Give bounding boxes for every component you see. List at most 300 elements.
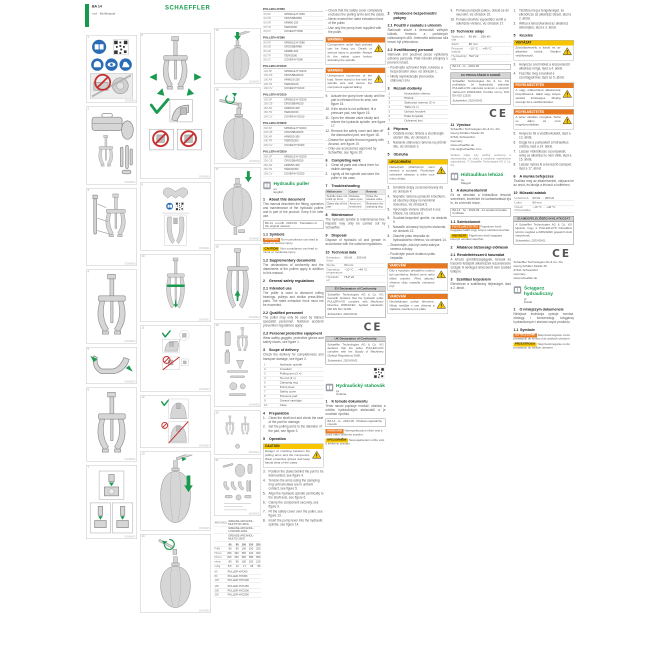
numbered-step	[263, 501, 324, 509]
table-cell: GREASE-ARCANOL-LOAD400-400G	[228, 527, 261, 534]
table-cell: PULLER-HYD100	[227, 579, 261, 583]
order-cell: ARM80-200	[284, 49, 324, 53]
figure-watermark: 000A86DF	[124, 535, 136, 538]
table-cell: 120	[254, 560, 261, 564]
coverRod-illustration	[143, 537, 209, 610]
section-number: 1	[513, 306, 516, 312]
figure-watermark: 000A86E6	[198, 609, 210, 612]
caution-box	[263, 443, 324, 467]
order-cell: SPINDLE-HYD200	[284, 126, 324, 130]
section-title: Kezelés	[519, 32, 533, 38]
figure-twoPullers	[214, 411, 261, 455]
numbered-step	[326, 94, 386, 106]
order-cell: 80.TR	[263, 54, 284, 58]
manual-book-icon	[263, 181, 271, 189]
figure-number: 12	[141, 396, 145, 399]
figure-number: 9	[141, 183, 144, 187]
figure-watermark: 000A86ED	[248, 512, 260, 515]
signal-word-text: Nieprzestrzeganie może prowadzić do śmierci lub ciężkich obrażeń.	[513, 333, 571, 341]
table-cell: 80 mm	[532, 201, 574, 206]
table-cell: 5	[388, 110, 404, 115]
address-line: Georg-Schäfer-Straße 30	[513, 265, 547, 269]
declaration-title: UK Declaration of Conformity	[326, 336, 385, 342]
step-number: 2.	[513, 21, 517, 26]
table-cell: 2	[263, 367, 279, 372]
order-cell: 60.AR	[263, 21, 284, 25]
figure-watermark: 000A86E5	[198, 527, 210, 530]
coverArrow-illustration	[217, 31, 259, 81]
section-number: 2	[263, 278, 265, 284]
warning-triangle-icon	[563, 47, 573, 56]
data-table	[326, 256, 386, 283]
step-text: Pomalu otevřete vypouštěcí ventil a odlehčete vřeteno, viz obrázek 17.	[456, 17, 506, 26]
table-cell: Arms not tensioned	[349, 202, 366, 210]
figure-number: 21	[215, 459, 219, 462]
order-cell: 60.CV	[263, 29, 284, 33]
warning-triangle-icon	[312, 450, 322, 459]
data-matrix-mark	[327, 367, 385, 378]
order-cell: 150.TR	[263, 111, 284, 115]
figure-watermark: 000A86E7	[248, 80, 260, 83]
step-text: Align the hydraulic spindle centrically to the shaft axis, see figure 6.	[268, 492, 324, 500]
declaration-of-conformity-box	[514, 216, 575, 245]
section-title: Obsluha	[393, 152, 408, 157]
hazard-text: Nebezpečí přiskřípnutí mezi rameny a součástí. Používejte ochranné rukavice a držte ruce mimo drápy.	[389, 165, 435, 181]
manual-book-icon	[514, 286, 522, 294]
hazard-text: Díly s vysokým předpětím mohou být vymrštěny. Možné úmrtí nebo těžké zranění. Před aktivací vřetena vždy nasaďte ochranný kryt.	[389, 269, 435, 289]
section-number: 1.2	[263, 257, 268, 263]
signal-word-header: FIGYELMEZTETÉS	[514, 110, 574, 115]
table-cell: 8,5	[225, 564, 232, 568]
order-cell: TIEROD80	[284, 54, 324, 58]
order-cell: ARM60-150	[284, 21, 324, 25]
bullet-item	[326, 9, 386, 17]
bullet-text: Only use accessories approved by Schaeffler, see figure 20.	[328, 147, 377, 155]
warning-triangle-icon	[437, 301, 447, 310]
product-title: Hydraulic puller	[273, 180, 310, 187]
section-number: 3	[263, 347, 265, 353]
table-cell: 60	[214, 570, 227, 574]
table-cell: Pump lever	[279, 385, 324, 390]
figure-watermark: 000A86DD	[124, 380, 136, 383]
step-number: 4.	[263, 479, 266, 483]
table-cell: 200	[225, 556, 232, 560]
section-title: Supplementary documents	[269, 257, 316, 263]
table-cell: PULLER-HYD200	[227, 589, 261, 593]
figure-watermark: 000A86D9	[124, 99, 136, 102]
column-header: 100	[239, 543, 246, 547]
section-title: Disposal	[331, 233, 347, 238]
warning-box	[388, 263, 449, 291]
signal-word-text: Nieprzestrzeganie może prowadzić do lekkich obrażeń.	[513, 342, 570, 350]
manual-book-icon	[451, 172, 459, 180]
section-heading	[514, 307, 575, 312]
section-heading	[326, 213, 386, 218]
column-header: 150	[247, 543, 254, 547]
warning-box	[388, 294, 449, 314]
bullet-item	[388, 252, 449, 260]
order-cell: 150.CB	[263, 102, 284, 106]
rodInsert-illustration	[215, 88, 259, 161]
section-title: Výrobce	[456, 122, 471, 128]
table-cell: −10 °C … +40 °C	[343, 268, 385, 276]
section-heading	[388, 11, 449, 20]
checkCircle-illustration	[141, 326, 209, 389]
language-section-header	[326, 383, 386, 396]
numbered-step	[514, 141, 575, 149]
bullet-dash: –	[387, 74, 390, 79]
section-title: Technical data	[331, 249, 357, 255]
step-text: Tension the arms using the clamping ring until all claws are in uniform contact, see figure 5.	[268, 479, 320, 491]
declaration-title: EU PROHLÁŠENÍ O SHODĚ	[451, 73, 511, 79]
section-title: O niniejszym dokumencie	[519, 306, 564, 312]
signal-word-header: VIGYÁZAT	[514, 40, 574, 45]
step-number: 1.	[263, 416, 266, 420]
section-number: 1	[450, 188, 453, 193]
svg-text:!: !	[315, 453, 318, 459]
step-number: 8.	[387, 234, 391, 239]
section-heading	[388, 48, 449, 53]
numbered-step	[263, 425, 324, 433]
section-number: 3	[450, 277, 453, 282]
step-text: Set the pulling arms to the diameter of the part, see figure 3.	[268, 425, 322, 433]
table-cell: Tie rod (3 ×)	[279, 376, 324, 381]
numbered-step	[263, 519, 324, 527]
step-text: Remove the safety cover and take off the dismounted part, see figure 18.	[331, 129, 384, 137]
column-header: Remedy	[365, 190, 385, 195]
address-line: Germany	[450, 140, 463, 144]
table-cell: Retension the clamping ring	[365, 202, 385, 210]
signal-word-definition	[514, 333, 575, 341]
section-title: Personal protective equipment	[269, 331, 323, 336]
svg-text:!: !	[566, 119, 569, 125]
data-table	[214, 585, 261, 598]
order-cell: 100.AR	[263, 78, 284, 82]
signal-word-definition	[514, 342, 575, 350]
signal-word-definition	[326, 438, 386, 446]
paragraph: The hydraulic spindle is maintenance-free. Repairs may only be carried out by Schaeffler.	[325, 218, 386, 230]
section-title: Szimbólumok	[457, 219, 481, 224]
table-cell: Stahovací rameno (3 ×)	[403, 101, 448, 106]
language-name: English	[273, 191, 284, 195]
table-cell: Safety cover	[279, 390, 324, 395]
step-number: 2.	[263, 425, 266, 429]
figure-watermark: 000A86E4	[198, 444, 210, 447]
bullet-dash: –	[387, 243, 390, 248]
table-cell: 6	[388, 114, 404, 119]
bullet-text: Nikdy nepřekračujte jmenovitou stahovací sílu.	[390, 74, 435, 83]
section-number: 5	[263, 436, 265, 441]
section-number: 2.1	[387, 23, 393, 28]
figure-number: 1	[87, 36, 90, 39]
order-cell: 200.CB	[263, 130, 284, 134]
step-text: Állítsa a lehúzókarokat az alkatrész átmérőjére, lásd a 3. ábrát.	[519, 21, 569, 30]
section-title: Műszaki adatok	[519, 190, 547, 196]
declaration-signature: Schweinfurt, 2023-09-01	[327, 359, 358, 363]
section-heading	[263, 286, 324, 291]
table-cell: D/mm	[214, 556, 225, 560]
section-heading	[451, 277, 512, 282]
table-cell: Pressure pad	[279, 394, 324, 399]
signal-word-header: VAROVÁNÍ	[388, 263, 448, 268]
address-line: Germany	[513, 273, 526, 277]
section-number: 1.1	[450, 219, 456, 224]
figure-pullerArrow	[214, 245, 261, 320]
step-number: 8.	[513, 163, 517, 167]
figure-coverRod	[140, 534, 211, 613]
column-header: 80	[232, 543, 239, 547]
table-cell: 250	[225, 551, 232, 555]
table-row	[214, 579, 261, 583]
figure-watermark: 000A86DB	[124, 262, 136, 265]
section-title: Maintenance	[331, 212, 354, 218]
data-table	[388, 92, 449, 124]
order-group-header: PULLER-HYD150	[263, 93, 324, 97]
table-cell: Stahovací síla	[451, 35, 468, 42]
order-cell: CROSSBAR100	[284, 74, 324, 78]
step-number: 1.	[387, 132, 391, 136]
section-number: 2	[450, 244, 453, 250]
warning-box	[326, 68, 386, 92]
table-cell: 320	[232, 551, 239, 555]
ce-mark: CE	[363, 320, 383, 333]
table-cell: Příčník	[403, 96, 448, 101]
order-cell: SPINDLE-HYD60	[284, 13, 324, 17]
section-title: Symbols	[269, 232, 285, 237]
language-code: en	[273, 188, 277, 192]
figure-number: 2	[87, 107, 90, 111]
order-cell: CROSSBAR200	[284, 130, 324, 134]
step-number: 5.	[387, 207, 391, 212]
numbered-step	[388, 186, 449, 194]
paragraph: Dispose of hydraulic oil and grease in accordance with the national regulations.	[325, 238, 386, 247]
figure-clamp	[140, 183, 211, 251]
table-cell: Spindle does not build up force	[326, 195, 347, 202]
numbered-step	[388, 132, 449, 140]
pullerCylGrease-illustration	[217, 326, 259, 404]
table-cell: Case	[279, 403, 324, 408]
svg-text:!: !	[566, 50, 569, 56]
table-cell: Zdvih	[451, 42, 468, 47]
step-number: 6.	[263, 500, 266, 505]
figure-claws	[86, 347, 137, 384]
signal-word-header: WARNING	[326, 68, 385, 73]
table-cell: 250	[214, 593, 227, 597]
step-number: 6.	[387, 216, 391, 221]
signal-word-header: VAROVÁNÍ	[388, 294, 448, 299]
paragraph: Wear safety goggles, protective gloves and safety shoes, see figure 1.	[263, 336, 324, 345]
section-title: Qualified personnel	[269, 310, 304, 316]
table-cell: 9	[263, 399, 279, 404]
figure-number: 14	[141, 535, 145, 538]
order-group-header: PULLER-HYD60	[263, 8, 324, 12]
signal-word-definition	[326, 429, 386, 437]
order-cell: 100.CB	[263, 74, 284, 78]
section-number: 1	[263, 197, 265, 202]
bullet-dash: –	[325, 26, 328, 30]
step-number: 3.	[513, 62, 517, 67]
brand-logo: SCHAEFFLER	[165, 4, 211, 11]
step-number: 4.	[513, 71, 517, 76]
order-table	[263, 126, 324, 147]
order-cell: TIEROD60	[284, 25, 324, 29]
figure-number: 3	[87, 189, 90, 192]
table-cell: Provozní teplota	[451, 47, 468, 55]
table-cell: 380	[247, 556, 254, 560]
figure-puller	[86, 270, 137, 344]
table-row	[214, 564, 261, 568]
declaration-text: Schaeffler Technologies AG & Co. KG herewith declares that the hydraulic puller PULLER-HYD complies with Machinery Directive 2006/42/EC. Applied standards: DIN EN ISO 12100.	[327, 293, 384, 311]
order-cell: ARM150-300	[284, 106, 324, 110]
figure-watermark: 000A86DA	[124, 181, 136, 184]
table-row	[451, 47, 512, 55]
address-line: Georg-Schäfer-Straße 30	[450, 132, 484, 136]
table-cell: Hydraulic spindle	[279, 363, 324, 367]
order-cell: 60.TR	[263, 25, 284, 29]
table-cell: 4	[263, 376, 279, 381]
table-cell: Táhlo (3 ×)	[403, 105, 448, 110]
figure-number: 18	[215, 245, 219, 249]
step-text: Zasuňte páku čerpadla do hydraulického vřetena, viz obrázek 14.	[393, 234, 447, 243]
table-cell: 200	[214, 589, 227, 593]
bullet-item	[326, 18, 386, 26]
step-number: 10.	[325, 107, 330, 111]
numbered-step	[514, 132, 575, 140]
table-cell: 100	[239, 560, 246, 564]
warning-triangle-icon	[437, 166, 447, 175]
doc-id-bar	[85, 4, 89, 27]
table-cell: 250	[254, 547, 261, 551]
figure-watermark: 000A86E2	[198, 318, 210, 321]
manual-book-icon	[326, 383, 334, 391]
figure-number: 7	[87, 466, 90, 469]
hazard-text: Zúzódásveszély a karok és az alkatrész között. Viseljen védőkesztyűt.	[515, 46, 561, 58]
figure-number: 5	[87, 348, 90, 351]
pictos-illustration	[89, 38, 135, 100]
order-group-header: PULLER-HYD250	[263, 150, 324, 154]
address-line: Schaeffler Technologies AG & Co. KG	[513, 261, 563, 265]
numbered-step	[326, 164, 386, 172]
hazard-text: A teher váratlan mozgása. Soha ne álljon az orsó tengelyvonalában.	[515, 115, 561, 127]
language-section-header	[451, 172, 512, 185]
svg-text:!: !	[440, 169, 443, 175]
order-cell: 200.SP	[263, 126, 284, 130]
svg-text:!: !	[440, 303, 443, 310]
text-column-en-2	[326, 8, 386, 645]
twoPullers-illustration	[215, 411, 259, 452]
order-cell: 80.SP	[263, 41, 284, 45]
table-row	[451, 54, 512, 62]
declaration-text: Schaeffler Technologies AG & Co. KG prohlašuje, že hydraulický stahovák PULLER-HYD odpovídá směrnici o strojních zařízeních 2006/42/ES. Použité normy: DIN EN ISO 12100.	[452, 79, 509, 98]
table-cell: 28	[247, 564, 254, 568]
bullet-text: Používejte ochranné brýle, rukavice a bezpečnostní obuv, viz obrázek 1.	[390, 66, 443, 74]
product-title: Hidraulikus lehúzó	[461, 171, 504, 178]
section-heading	[326, 158, 386, 163]
table-row	[388, 119, 449, 124]
section-number: 7	[325, 183, 328, 189]
step-number: 7.	[387, 225, 391, 230]
numbered-step	[263, 416, 324, 424]
order-cell: CROSSBAR150	[284, 102, 324, 106]
coverArrows-illustration	[141, 452, 209, 528]
section-heading	[388, 86, 449, 91]
order-cell: COVER-HYD200	[284, 143, 324, 147]
bullet-text: Never exceed the rated extraction force of the puller.	[328, 17, 384, 26]
paragraph: Ellenőrizze a szállítmány teljességét, lásd a 2. ábrát.	[450, 282, 511, 291]
table-cell	[214, 534, 228, 541]
section-heading	[326, 184, 386, 189]
table-cell: 100	[247, 560, 254, 564]
numbered-step	[326, 116, 386, 128]
section-heading	[326, 233, 386, 238]
order-row	[263, 29, 324, 33]
step-text: Vyrovnejte vřeteno středově k ose hřídele, viz obrázek 6.	[393, 207, 441, 216]
declaration-title: EU-MEGFELELŐSÉGI NYILATKOZAT	[514, 217, 574, 223]
declaration-of-conformity-box	[326, 336, 386, 365]
order-cell: 200.AR	[263, 135, 284, 139]
caution-box	[514, 40, 575, 60]
declaration-text: Schaeffler Technologies AG & Co. KG declares that the puller PULLER-HYD complies with the Supply of Machinery (Safety) Regulations 2008.	[327, 343, 384, 358]
column-header: Cause	[349, 190, 366, 195]
declaration-signature: Schweinfurt, 2023-09-01	[452, 99, 483, 103]
order-cell: ARM250-400	[284, 163, 324, 167]
section-number: 1.1	[513, 327, 519, 333]
section-number: 8	[325, 212, 328, 218]
order-table	[263, 155, 324, 176]
table-cell: 1	[263, 363, 279, 367]
table-cell: H/mm	[214, 551, 225, 555]
order-cell: TIEROD250	[284, 168, 324, 172]
order-cell: 60.SP	[263, 13, 284, 17]
table-cell: PULLER-HYD250	[227, 593, 261, 597]
order-cell: SPINDLE-HYD80	[284, 41, 324, 45]
figure-pictos	[86, 35, 137, 103]
section-heading	[263, 436, 324, 441]
order-cell: 80.CB	[263, 45, 284, 49]
paragraph: Check the delivery for completeness and transport damage, see figure 2.	[263, 353, 324, 361]
table-cell: Pulling arm (3 ×)	[279, 372, 324, 377]
bullet-item	[326, 147, 386, 155]
table-cell: Üzemi hőmérséklet	[514, 206, 531, 213]
section-number: 2.1	[263, 286, 268, 291]
bullet-dash: –	[387, 66, 390, 70]
text-column-hu	[451, 8, 512, 645]
signal-word-text: Figyelmen kívül hagyása könnyű sérülést okozhat.	[450, 234, 502, 242]
signal-word-header: WARNING	[326, 37, 385, 42]
table-cell: 150	[214, 585, 227, 589]
document-reference: BA 14 · cs · 2023-09	[451, 64, 512, 70]
step-text: Helyezze fel a védőburkolatot, lásd a 13. ábrát.	[519, 132, 571, 140]
table-cell: Clamping ring	[279, 381, 324, 386]
table-cell: 12	[232, 564, 239, 568]
warning-box	[514, 82, 575, 106]
numbered-step	[263, 479, 324, 491]
step-text: Pomalu pumpujte pákou, dokud se díl neuvolní, viz obrázek 15.	[456, 8, 509, 17]
bullet-text: Check that the safety cover completely encloses the pulling arms and the claws.	[328, 8, 385, 17]
table-cell: 80	[214, 574, 227, 578]
pullerArrow-illustration	[215, 245, 259, 317]
order-table	[263, 98, 324, 119]
step-number: 5.	[513, 132, 517, 136]
data-table	[214, 543, 261, 569]
step-text: Fit the safety cover over the puller, see figure 13.	[268, 509, 323, 518]
address-line: info.de@schaeffler.com	[450, 147, 482, 151]
section-heading	[514, 174, 575, 179]
step-number: 1.	[325, 163, 329, 168]
order-cell: TIEROD100	[284, 82, 324, 86]
section-heading	[388, 152, 449, 157]
table-cell: 640	[254, 551, 261, 555]
